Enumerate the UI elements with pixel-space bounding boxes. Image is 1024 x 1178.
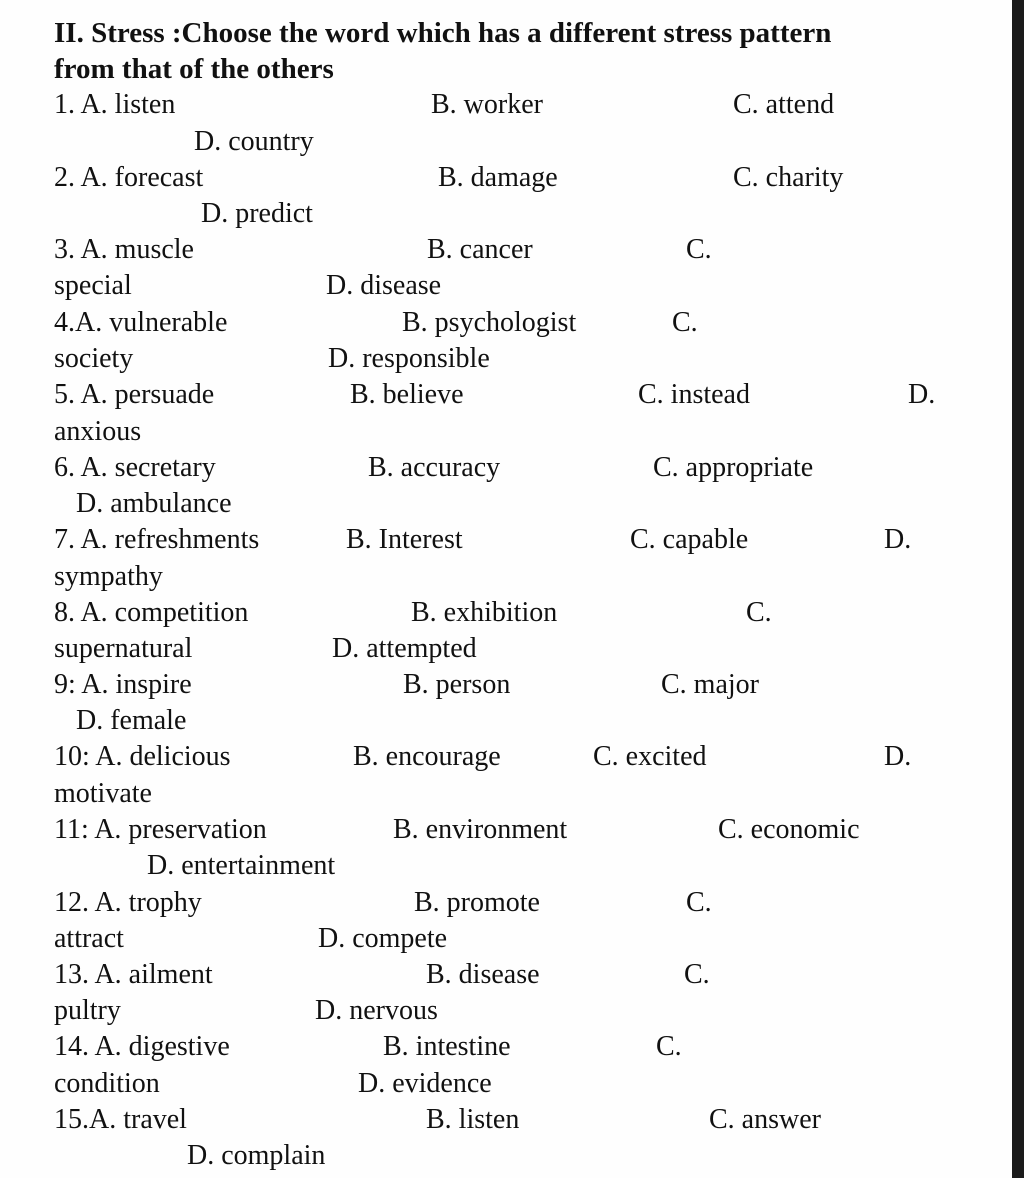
question-6-option-a: 6. A. secretary [54, 452, 216, 483]
question-9-option-b: B. person [403, 669, 511, 700]
question-11-option-a: 11: A. preservation [54, 814, 267, 845]
question-2-option-b: B. damage [438, 162, 558, 193]
question-9-option-d: D. female [76, 705, 187, 736]
question-8-option-a: 8. A. competition [54, 597, 249, 628]
question-5-option-d-word: anxious [54, 416, 142, 447]
question-12-option-c-word: attract [54, 923, 124, 954]
question-10-option-b: B. encourage [353, 741, 501, 772]
section-heading-line2: from that of the others [54, 53, 334, 85]
question-10-option-d: D. [884, 741, 912, 772]
question-7-option-c: C. capable [630, 524, 749, 555]
question-10-option-a: 10: A. delicious [54, 741, 231, 772]
question-7-option-a: 7. A. refreshments [54, 524, 260, 555]
question-2-option-d: D. predict [201, 198, 313, 229]
question-6-option-b: B. accuracy [368, 452, 501, 483]
question-12-option-d: D. compete [318, 923, 448, 954]
question-8-option-c: C. [746, 597, 772, 628]
question-4-option-c-word: society [54, 343, 134, 374]
question-3-option-b: B. cancer [427, 234, 533, 265]
question-1-option-a: 1. A. listen [54, 89, 176, 120]
question-1-option-d: D. country [194, 126, 314, 157]
question-14-option-c-word: condition [54, 1068, 160, 1099]
question-15-option-a: 15.A. travel [54, 1104, 187, 1135]
question-8-option-c-word: supernatural [54, 633, 193, 664]
question-14-option-b: B. intestine [383, 1031, 511, 1062]
question-7-option-b: B. Interest [346, 524, 463, 555]
question-7-option-d-word: sympathy [54, 561, 163, 592]
question-2-option-a: 2. A. forecast [54, 162, 204, 193]
question-15-option-d: D. complain [187, 1140, 326, 1171]
question-13-option-a: 13. A. ailment [54, 959, 213, 990]
question-14-option-c: C. [656, 1031, 682, 1062]
question-13-option-c: C. [684, 959, 710, 990]
question-12-option-c: C. [686, 887, 712, 918]
question-8-option-d: D. attempted [332, 633, 477, 664]
question-10-option-c: C. excited [593, 741, 707, 772]
question-1-option-c: C. attend [733, 89, 835, 120]
cutoff-text-right [316, 0, 470, 6]
question-5-option-d: D. [908, 379, 936, 410]
question-5-option-a: 5. A. persuade [54, 379, 215, 410]
question-12-option-a: 12. A. trophy [54, 887, 202, 918]
question-15-option-c: C. answer [709, 1104, 821, 1135]
question-5-option-b: B. believe [350, 379, 464, 410]
question-11-option-b: B. environment [393, 814, 568, 845]
question-4-option-d: D. responsible [328, 343, 490, 374]
question-13-option-d: D. nervous [315, 995, 438, 1026]
question-14-option-d: D. evidence [358, 1068, 492, 1099]
question-6-option-d: D. ambulance [76, 488, 232, 519]
question-4-option-c: C. [672, 307, 698, 338]
question-8-option-b: B. exhibition [411, 597, 558, 628]
page-edge-border [1012, 0, 1024, 1178]
section-heading-line1: II. Stress :Choose the word which has a different stress pattern [54, 17, 832, 49]
question-13-option-b: B. disease [426, 959, 540, 990]
question-2-option-c: C. charity [733, 162, 844, 193]
question-11-option-d: D. entertainment [147, 850, 336, 881]
question-14-option-a: 14. A. digestive [54, 1031, 230, 1062]
question-9-option-a: 9: A. inspire [54, 669, 192, 700]
question-10-option-d-word: motivate [54, 778, 152, 809]
question-3-option-a: 3. A. muscle [54, 234, 194, 265]
question-12-option-b: B. promote [414, 887, 540, 918]
question-4-option-a: 4.A. vulnerable [54, 307, 228, 338]
question-5-option-c: C. instead [638, 379, 750, 410]
question-3-option-c-word: special [54, 270, 132, 301]
question-9-option-c: C. major [661, 669, 759, 700]
question-1-option-b: B. worker [431, 89, 543, 120]
question-11-option-c: C. economic [718, 814, 860, 845]
question-4-option-b: B. psychologist [402, 307, 577, 338]
question-3-option-d: D. disease [326, 270, 442, 301]
question-15-option-b: B. listen [426, 1104, 520, 1135]
cutoff-text-left [54, 0, 122, 6]
question-3-option-c: C. [686, 234, 712, 265]
question-7-option-d: D. [884, 524, 912, 555]
question-6-option-c: C. appropriate [653, 452, 814, 483]
question-13-option-c-word: pultry [54, 995, 121, 1026]
